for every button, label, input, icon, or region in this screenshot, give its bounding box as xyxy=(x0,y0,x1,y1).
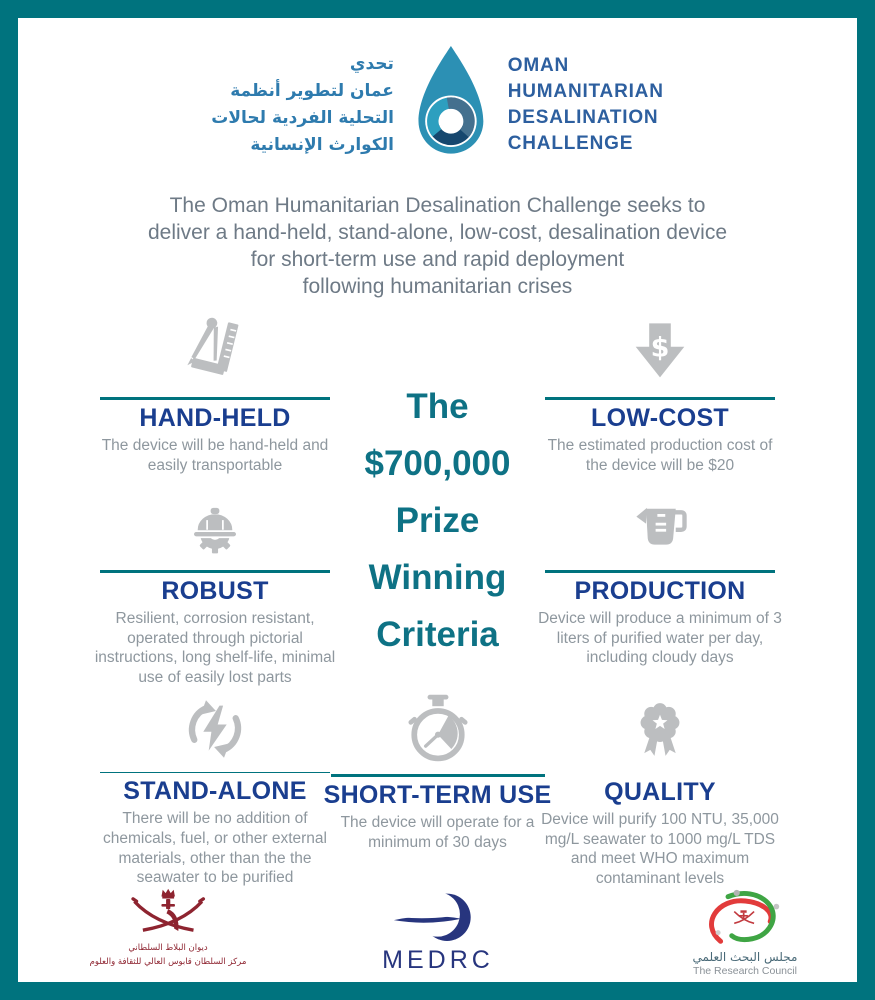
intro-line: for short-term use and rapid deployment xyxy=(250,248,625,271)
logo-arabic-line: تحدي xyxy=(349,54,394,74)
intro-line: The Oman Humanitarian Desalination Challenge seeks to xyxy=(169,194,706,217)
logo-english-line: DESALINATION xyxy=(507,107,659,128)
water-drop-logo-icon xyxy=(408,43,494,167)
divider-line xyxy=(545,397,775,400)
challenge-logo xyxy=(18,18,857,170)
award-rosette-icon xyxy=(623,693,697,767)
criterion-robust xyxy=(90,493,340,693)
divider-line xyxy=(100,397,330,400)
prize-line: The xyxy=(406,387,469,426)
dollar-down-arrow-icon xyxy=(624,318,696,390)
criterion-low-cost xyxy=(535,306,785,493)
energy-cycle-bolt-icon xyxy=(179,693,251,765)
prize-line: Prize xyxy=(395,501,480,540)
criteria-grid xyxy=(18,306,857,888)
logo-arabic-line: التحلية الفردية لحالات xyxy=(211,108,394,128)
criterion-quality xyxy=(535,693,785,888)
criterion-title: QUALITY xyxy=(604,778,716,806)
criterion-title: STAND-ALONE xyxy=(123,777,307,806)
logo-english-line: HUMANITARIAN xyxy=(507,81,664,102)
divider-line xyxy=(100,570,330,573)
criterion-description: Device will purify 100 NTU, 35,000 mg/L seawater to 1000 mg/L TDS and meet WHO maximum contaminant levels xyxy=(541,811,779,888)
medrc-logo xyxy=(348,890,528,975)
criterion-title: PRODUCTION xyxy=(574,577,746,605)
logo-arabic-line: عمان لتطوير أنظمة xyxy=(230,81,394,101)
criterion-description: The estimated production cost of the device will be $20 xyxy=(547,437,773,474)
research-council-english: The Research Council xyxy=(693,965,797,977)
logo-arabic-line: الكوارث الإنسانية xyxy=(250,135,394,155)
poster-content xyxy=(18,18,857,982)
research-council-logo xyxy=(650,888,840,977)
research-council-arabic: مجلس البحث العلمي xyxy=(692,950,798,964)
criterion-title: HAND-HELD xyxy=(139,404,291,432)
criterion-description: The device will operate for a minimum of 30 days xyxy=(340,814,535,851)
royal-court-arabic-line2: مركز السلطان قابوس العالي للثقافة والعلوم xyxy=(89,956,247,967)
criterion-title: LOW-COST xyxy=(591,404,729,432)
stopwatch-icon xyxy=(400,691,476,767)
medrc-label: MEDRC xyxy=(382,946,494,974)
intro-line: following humanitarian crises xyxy=(302,275,573,298)
prize-line: Criteria xyxy=(376,615,499,654)
prize-line: $700,000 xyxy=(364,444,511,483)
hard-hat-gear-icon xyxy=(180,493,250,563)
svg-text:$: $ xyxy=(650,332,670,364)
research-council-orbit-icon xyxy=(702,888,789,950)
logo-english-line: OMAN xyxy=(507,55,570,76)
criterion-description: The device will be hand-held and easily transportable xyxy=(101,437,329,474)
logo-english-line: CHALLENGE xyxy=(507,133,634,154)
prize-line: Winning xyxy=(368,558,507,597)
criterion-stand-alone xyxy=(90,693,340,888)
drafting-compass-ruler-icon xyxy=(176,312,254,390)
oman-national-emblem-icon xyxy=(126,888,210,942)
measuring-jug-icon xyxy=(625,493,695,563)
criterion-description: There will be no addition of chemicals, fuel, or other external materials, other than the the seawater to be purified xyxy=(103,810,327,887)
divider-line xyxy=(545,570,775,573)
criterion-production xyxy=(535,493,785,693)
intro-paragraph xyxy=(18,192,857,300)
prize-statement xyxy=(340,306,535,693)
divider-line xyxy=(100,772,330,773)
royal-court-logo xyxy=(88,888,248,969)
intro-line: deliver a hand-held, stand-alone, low-cost, desalination device xyxy=(147,221,728,244)
criterion-hand-held xyxy=(90,306,340,493)
partner-logos xyxy=(18,888,857,980)
logo-arabic-text xyxy=(211,51,394,159)
criterion-description: Device will produce a minimum of 3 liters of purified water per day, including cloudy days xyxy=(538,610,782,667)
criterion-description: Resilient, corrosion resistant, operated through pictorial instructions, long shelf-life, minimal use of easily lost parts xyxy=(94,610,336,687)
criterion-title: SHORT-TERM USE xyxy=(323,781,552,809)
criterion-short-term-use xyxy=(323,693,552,888)
medrc-crescent-icon xyxy=(391,890,484,946)
logo-english-text xyxy=(508,53,664,157)
divider-line xyxy=(331,774,545,777)
royal-court-arabic-line1: ديوان البلاط السلطاني xyxy=(128,943,208,953)
criterion-title: ROBUST xyxy=(161,577,269,605)
